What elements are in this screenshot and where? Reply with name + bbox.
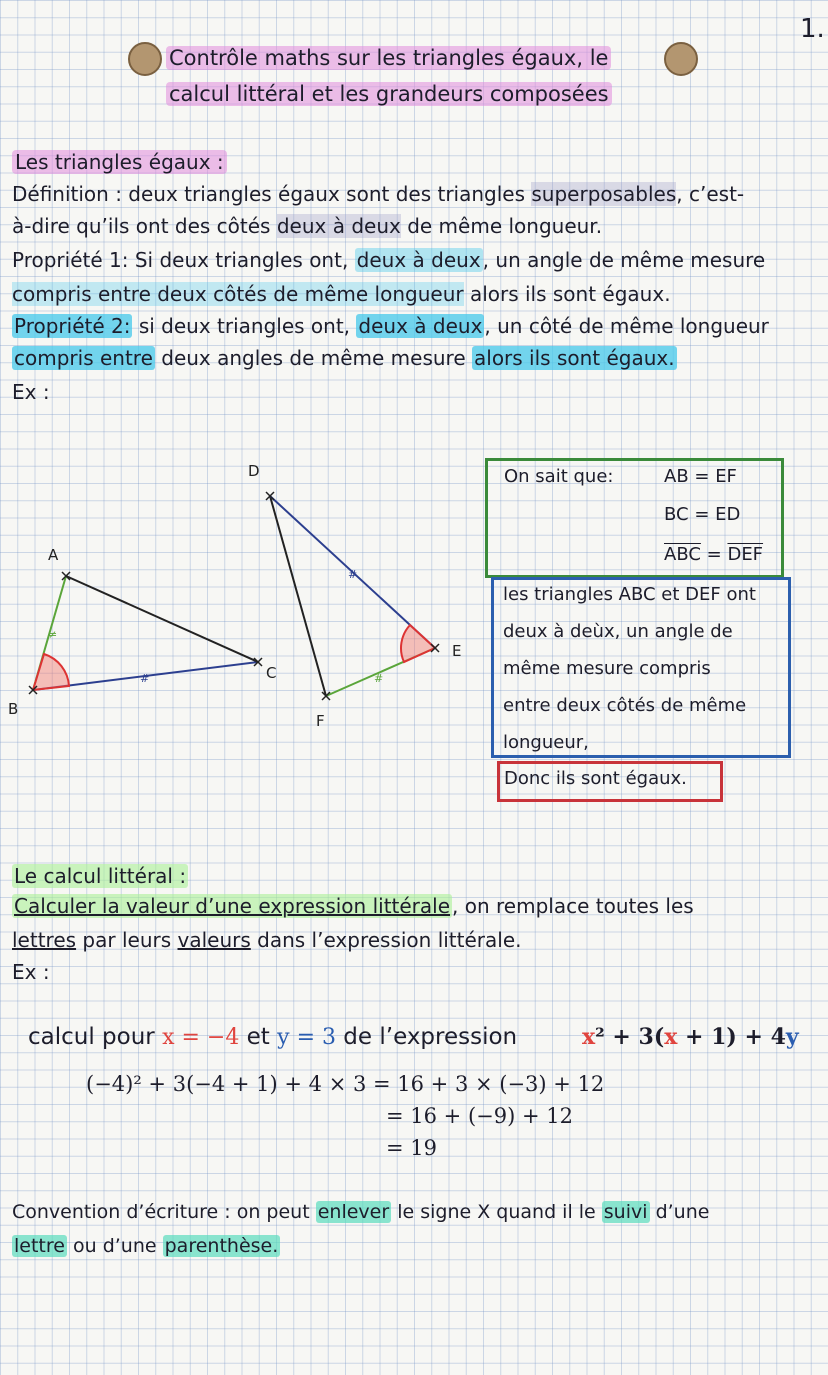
title-dot-left: [128, 42, 162, 76]
equality-ab-ef: AB = EF: [664, 466, 737, 487]
calcul-step-2: = 16 + (−9) + 12: [386, 1104, 573, 1128]
convention-line-1: Convention d’écriture : on peut enlever le signe X quand il le suivi d’une: [12, 1201, 710, 1223]
property-2-line-1: Propriété 2: si deux triangles ont, deux à deux , un côté de même longueur: [14, 314, 769, 338]
convention-line-2: lettre ou d’une parenthèse.: [14, 1235, 279, 1257]
label-a: A: [48, 546, 59, 564]
calcul-line-1: Calculer la valeur d’une expression littérale , on remplace toutes les: [14, 894, 694, 918]
title-dot-right: [664, 42, 698, 76]
angle-b: [33, 654, 69, 690]
calcul-heading: Le calcul littéral :: [14, 864, 187, 888]
calcul-example-label: Ex :: [12, 960, 50, 984]
label-d: D: [248, 462, 260, 480]
calcul-expression: x² + 3(x + 1) + 4y: [582, 1024, 799, 1050]
reasoning-line-5: longueur,: [503, 732, 589, 753]
tick-de: #: [348, 568, 358, 581]
triangles-heading: Les triangles égaux :: [12, 146, 227, 178]
label-c: C: [266, 664, 277, 682]
conclusion-text: Donc ils sont égaux.: [504, 768, 687, 789]
angle-e: [401, 625, 435, 662]
property-2-line-2: compris entre deux angles de même mesure alors ils sont égaux.: [14, 346, 675, 370]
triangles-figure: [0, 450, 480, 740]
equality-bc-ed: BC = ED: [664, 504, 741, 525]
property-1-line-2: compris entre deux côtés de même longueur alors ils sont égaux.: [12, 282, 671, 306]
reasoning-line-4: entre deux côtés de même: [503, 695, 747, 716]
tick-ab: ≠: [48, 628, 58, 641]
tick-bc: #: [140, 672, 150, 685]
side-df: [270, 496, 326, 696]
reasoning-line-3: même mesure compris: [503, 658, 711, 679]
title: [166, 40, 612, 112]
label-e: E: [452, 642, 462, 660]
side-ac: [66, 576, 258, 662]
reasoning-line-2: deux à deùx, un angle de: [503, 621, 733, 642]
reasoning-line-1: les triangles ABC et DEF ont: [503, 584, 756, 605]
label-b: B: [8, 700, 19, 718]
property-1-line-1: Propriété 1: Si deux triangles ont, deux à deux , un angle de même mesure: [12, 248, 766, 272]
known-facts-label: On sait que:: [504, 466, 614, 487]
label-f: F: [316, 712, 325, 730]
calcul-step-1: (−4)² + 3(−4 + 1) + 4 × 3 = 16 + 3 × (−3) + 12: [86, 1072, 605, 1096]
definition-line-2: à-dire qu’ils ont des côtés deux à deux de même longueur.: [12, 214, 603, 238]
calcul-intro: calcul pour x = −4 et y = 3 de l’expression: [28, 1024, 518, 1050]
calcul-line-2: lettres par leurs valeurs dans l’expression littérale.: [12, 928, 522, 952]
tick-ef: #: [374, 672, 384, 685]
equality-angles: $\overline{ABC} = \overline{DEF}$: [664, 544, 764, 565]
calcul-step-3: = 19: [386, 1136, 437, 1160]
title-line-2: calcul littéral et les grandeurs composées: [166, 82, 612, 106]
title-line-1: Contrôle maths sur les triangles égaux, le: [166, 46, 611, 70]
definition-line-1: Définition : deux triangles égaux sont des triangles superposables, c’est-: [12, 182, 745, 206]
example-label: Ex :: [12, 380, 50, 404]
page-number: 1.: [800, 14, 825, 44]
